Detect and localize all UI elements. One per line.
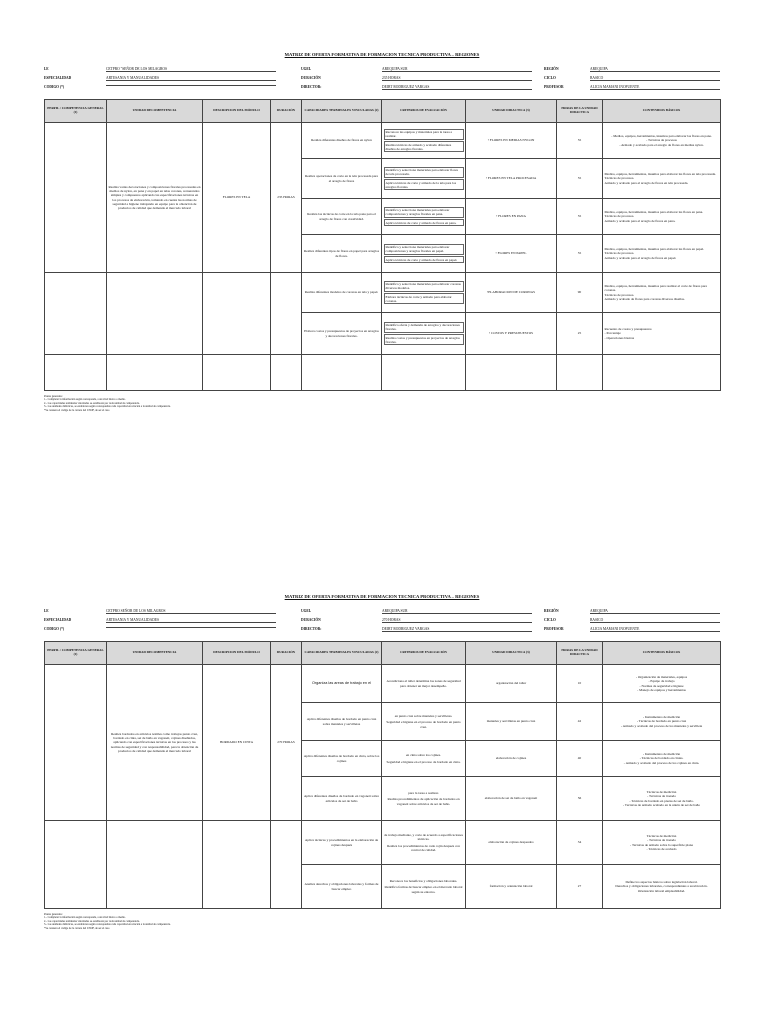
col-header: UNIDAD DECOMPETENCIA bbox=[107, 642, 203, 665]
document-title: MATRIZ DE OFERTA FORMATIVA DE FORMACION TECNICA PRODUCTIVA – REGIONES bbox=[284, 52, 480, 57]
unidad-didactica-cell: elaboración de set de baño en vagonett bbox=[466, 777, 557, 821]
duracion-cell bbox=[271, 821, 302, 909]
table-header-row bbox=[45, 100, 721, 123]
col-header: UNIDAD DIDACTICA (3) bbox=[466, 100, 557, 123]
perfil-cell bbox=[45, 273, 107, 355]
contenidos-cell: - Medios, equipos, herramientas, insumos para elaborar las flores en pana. - Técnicas de procesos - Armado y acabado para el arreglo de flores en medias nylon. bbox=[603, 123, 721, 159]
capacidad-cell: Realiza diferentes diseños de flores en nylon bbox=[302, 123, 382, 159]
horas-cell: 55 bbox=[557, 199, 603, 235]
horas-cell: 55 bbox=[557, 123, 603, 159]
col-header: DURACIÓN bbox=[271, 642, 302, 665]
ugel-value: AREQUIPA SUR bbox=[382, 67, 532, 72]
unidad-competencia-cell: Realiza bordados en artículos textiles como trabajos punto cruz, bordado en cinta, set de baño en vagonett, cojines diseñados, aplicando con especificaciones técnicas en los procesos y las normas de seguridad y con responsabilidad, para la obtención de productos de calidad que demanda el mercado laboral bbox=[107, 665, 203, 821]
perfil-cell bbox=[45, 665, 107, 821]
unidad-competencia-cell: Realiza varias decoraciones y composiciones florales procesadas en medios de nylon, en pana y en papel en telas coronas, recuerendos simples y compuestos aplicando las especificaciones técnicas en los procesos de elaboración, tomando en cuenta las normas de seguridad e higiene trabajando en equipo para la obtención de productos de calidad que demanda el mercado laboral bbox=[107, 123, 203, 273]
note-line: 3.- Las unidades didácticas, se establecen según correspondan cada capacidad en relación a la unidad de competencia. bbox=[44, 405, 171, 409]
perfil-cell bbox=[45, 123, 107, 273]
horas-cell: 10 bbox=[557, 665, 603, 703]
note-line: 1.- Completar la información según corresponda, a un nivel básico o medio. bbox=[44, 916, 126, 920]
document-title: MATRIZ DE OFERTA FORMATIVA DE FORMACION TECNICA PRODUCTIVA – REGIONES bbox=[284, 594, 480, 599]
note-line: Pautas generales: bbox=[44, 395, 63, 398]
capacidad-cell: Organiza las areas de trabajo en el bbox=[302, 665, 382, 703]
especialidad-label: ESPECIALIDAD bbox=[44, 618, 72, 622]
capacidad-cell: Realiza diferentes tipos de flores en papel para arreglos de flores. bbox=[302, 235, 382, 273]
ie-label: I.E bbox=[44, 609, 49, 613]
unidad-competencia-cell bbox=[107, 273, 203, 355]
unidad-didactica-cell: •ELABORACION DE CORONAS bbox=[466, 273, 557, 313]
capacidad-cell: Aplica diferentes diseños de bordado en vagonett sobre artículos de set de baño bbox=[302, 777, 382, 821]
table-row bbox=[45, 355, 721, 391]
matrix-document-1 bbox=[44, 52, 720, 412]
unidad-didactica-cell: organización del taller bbox=[466, 665, 557, 703]
criterios-cell: Identifica y selecciona materiales para elaborar flores de tela procesada. Aplica técnicas de corte y armado de la tela para los arreglos florales. bbox=[382, 159, 466, 199]
ciclo-value: BASICO bbox=[590, 618, 720, 623]
duracion-value: 235 HORAS bbox=[382, 76, 532, 81]
criterios-cell: en cinta sobre los cojines. Seguridad e higiene en el proceso de bordado en cinta. bbox=[382, 741, 466, 777]
contenidos-cell: Medios, equipos, herramientas, insumos para elaborar las flores en pana. Técnicas de procesos. Armado y acabado para el arreglo de flores en pana. bbox=[603, 199, 721, 235]
director-label: DIRECTOR: bbox=[301, 85, 322, 89]
horas-cell: 55 bbox=[557, 159, 603, 199]
horas-cell: 90 bbox=[557, 273, 603, 313]
capacidad-cell: Realiza diferentes modelos de coronas en tela y papel. bbox=[302, 273, 382, 313]
unidad-didactica-cell: elaboración de cojines bbox=[466, 741, 557, 777]
especialidad-label: ESPECIALIDAD bbox=[44, 76, 72, 80]
notes bbox=[44, 913, 720, 930]
capacidad-cell: Analiza derechos y obligaciones laborales y formas de buscar empleo bbox=[302, 865, 382, 909]
document-header bbox=[44, 609, 720, 635]
note-line: *Se consiera el código de la carrera del CNOF, de ser el caso bbox=[44, 926, 110, 930]
competency-table bbox=[44, 641, 721, 909]
codigo-label: CODIGO (*) bbox=[44, 85, 65, 89]
ugel-value: AREQUIPA SUR bbox=[382, 609, 532, 614]
col-header: CAPACIDADES TERMINALES VINCULADAS (2) bbox=[302, 100, 382, 123]
ciclo-value: BASICO bbox=[590, 76, 720, 81]
table-row bbox=[45, 123, 721, 159]
table-row bbox=[45, 273, 721, 313]
table-row bbox=[45, 821, 721, 865]
director-value: DEIBT RODRIGUEZ VARGAS bbox=[382, 85, 532, 90]
criterios-cell: Identifica y selecciona materiales para elaborar composiciones y arreglos florales en pana. Aplica técnicas de corte y armado de flores en pana. bbox=[382, 199, 466, 235]
capacidad-cell: Aplica diferentes diseños de bordado en cinta, sobre los cojines bbox=[302, 741, 382, 777]
col-header: CONTENIDOS BÁSICOS bbox=[603, 642, 721, 665]
criterios-cell: para la tarea a realizar. Realiza procedimientos de aplicación de bordados en vagonett sobre artículos de set de baño. bbox=[382, 777, 466, 821]
unidad-didactica-cell: • FLORES EN PAPEL bbox=[466, 235, 557, 273]
col-header: PERFIL / COMPETENCIA GENERAL (1) bbox=[45, 642, 107, 665]
profesor-label: PROFESOR bbox=[544, 85, 564, 89]
codigo-label: CODIGO (*) bbox=[44, 627, 65, 631]
ugel-label: UGEL bbox=[301, 609, 312, 613]
ugel-label: UGEL bbox=[301, 67, 312, 71]
table-header-row bbox=[45, 642, 721, 665]
capacidad-cell: Realiza las técnicas de corte en la tela pana para el arreglo de flores con creatividad. bbox=[302, 199, 382, 235]
col-header: CRITERIOS DE EVALUACIÓN bbox=[382, 642, 466, 665]
notes bbox=[44, 395, 720, 412]
contenidos-cell: Medios, equipos, herramientas, insumos para elaborar las flores en papel. Técnicas de procesos. Armado y acabado para el arreglo de flores en papel. bbox=[603, 235, 721, 273]
criterios-cell: Reconoce los beneficios y obligaciones laborales. Identifica formas de buscar empleo en el mercado laboral según su entorno. bbox=[382, 865, 466, 909]
duracion-value: 270 HORAS bbox=[382, 618, 532, 623]
ie-value: CETPRO SEÑOR DE LOS MILAGROS bbox=[106, 609, 276, 614]
criterios-cell: Acondiciona el taller determina las zonas de seguridad para obtener un mejor desempeño. bbox=[382, 665, 466, 703]
duracion-label: DURACIÓN bbox=[301, 618, 321, 622]
profesor-value: ALICIA MAMANI INOFUENTE bbox=[590, 627, 720, 632]
horas-cell: 25 bbox=[557, 313, 603, 355]
capacidad-cell: Aplica técnicas y procedimientos en la elaboración de cojines después bbox=[302, 821, 382, 865]
region-value: AREQUIPA bbox=[590, 67, 720, 72]
contenidos-cell: - Instrumentos de medición - Técnicas de bordado en cintas. - Armado y acabado del proceso de los cojines en cinta. bbox=[603, 741, 721, 777]
col-header: DURACIÓN bbox=[271, 100, 302, 123]
duracion-label: DURACIÓN bbox=[301, 76, 321, 80]
ciclo-label: CICLO bbox=[544, 618, 556, 622]
col-header: DESCRIPCION DEL MÓDULO bbox=[203, 100, 271, 123]
contenidos-cell: Medios, equipos, herramientas, insumos para elaborar las flores en tela procesada. Técnicas de procesos. Armado y acabado para el arreglo de flores en tela procesada. bbox=[603, 159, 721, 199]
col-header: UNIDAD DIDACTICA (3) bbox=[466, 642, 557, 665]
capacidad-cell: Elabora costos y presupuestos de proyectos en arreglos y decoraciones florales. bbox=[302, 313, 382, 355]
col-header: HORAS DE LA UNIDAD DIDACTICA bbox=[557, 100, 603, 123]
note-line: 2.- Las capacidades terminales vinculadas se establecen por cada unidad de competencia. bbox=[44, 919, 140, 923]
profesor-label: PROFESOR bbox=[544, 627, 564, 631]
contenidos-cell: - Organización de materiales, equipos - Equipo de trabajo - Normas de seguridad e higiene - Manejo de equipos y herramientas bbox=[603, 665, 721, 703]
col-header: PERFIL / COMPETENCIA GENERAL (1) bbox=[45, 100, 107, 123]
contenidos-cell: Define los aspectos básicos sobre legislación laboral. Derechos y obligaciones laborales, correspondientes a su ubicación. Orientación laboral empleabilidad. bbox=[603, 865, 721, 909]
note-line: *Se consiera el código de la carrera del CNOF, de ser el caso bbox=[44, 408, 110, 412]
contenidos-cell: Recuento de costos y presupuestos - Porcentaje - Operaciones básicas bbox=[603, 313, 721, 355]
criterios-cell: en punto cruz sobre manteles y servilletas. Seguridad e higiene en el proceso de bordado en punto cruz. bbox=[382, 703, 466, 741]
director-label: DIRECTOR: bbox=[301, 627, 322, 631]
unidad-didactica-cell: formación y orientación laboral bbox=[466, 865, 557, 909]
matrix-document-2 bbox=[44, 594, 720, 930]
table-row bbox=[45, 665, 721, 703]
col-header: DESCRIPCION DEL MÓDULO bbox=[203, 642, 271, 665]
horas-cell: 55 bbox=[557, 235, 603, 273]
ie-label: I.E bbox=[44, 67, 49, 71]
unidad-competencia-cell bbox=[107, 821, 203, 909]
duracion-cell bbox=[271, 273, 302, 355]
col-header: CAPACIDADES TERMINALES VINCULADAS (2) bbox=[302, 642, 382, 665]
especialidad-value: ARTESANIA Y MANUALIDADES bbox=[106, 618, 276, 623]
duracion-cell: 235 HORAS bbox=[271, 123, 302, 273]
region-label: REGIÓN bbox=[544, 609, 559, 613]
perfil-cell bbox=[45, 821, 107, 909]
especialidad-value: ARTESANIA Y MANUALIDADES bbox=[106, 76, 276, 81]
note-line: 2.- Las capacidades terminales vinculadas se establecen por cada unidad de competencia. bbox=[44, 401, 140, 405]
codigo-value bbox=[106, 85, 276, 86]
unidad-didactica-cell: • FLORES EN MEDIAS NYLON bbox=[466, 123, 557, 159]
unidad-didactica-cell: • FLORES EN TELA PROCESADA bbox=[466, 159, 557, 199]
col-header: CONTENIDOS BÁSICOS bbox=[603, 100, 721, 123]
ciclo-label: CICLO bbox=[544, 76, 556, 80]
horas-cell: 40 bbox=[557, 741, 603, 777]
document-header bbox=[44, 67, 720, 93]
contenidos-cell: - Instrumentos de medición - Técnicas de bordado en punto cruz - Armado y acabado del proceso de los manteles y servilleta bbox=[603, 703, 721, 741]
horas-cell: 34 bbox=[557, 821, 603, 865]
note-line: 3.- Las unidades didácticas, se establecen según correspondan cada capacidad en relación a la unidad de competencia. bbox=[44, 923, 171, 927]
modulo-cell: FLORES EN TELA bbox=[203, 123, 271, 273]
region-value: AREQUIPA bbox=[590, 609, 720, 614]
unidad-didactica-cell: • COSTOS Y PRESUPUESTOS bbox=[466, 313, 557, 355]
horas-cell: 42 bbox=[557, 703, 603, 741]
col-header: CRITERIOS DE EVALUACIÓN bbox=[382, 100, 466, 123]
note-line: 1.- Completar la información según corresponda, a un nivel básico o medio. bbox=[44, 398, 126, 402]
criterios-cell: Identifica y selecciona materiales para elaborar coronas diversos modelos. Elabora técnicas de corte y armado para elaborar coronas. bbox=[382, 273, 466, 313]
competency-table bbox=[44, 99, 721, 391]
criterios-cell: Identifica y selecciona materiales para elaborar composiciones y arreglos florales en papel. Aplica técnicas de corte y armado de flores en papel. bbox=[382, 235, 466, 273]
contenidos-cell: Técnicas de medición - Técnicas de trazado - Técnicas de bordado en piezas de set de baño. - Técnicas de armado acabado en la unión de set de baño bbox=[603, 777, 721, 821]
criterios-cell: de trabajo mediante, y corte de acuerdo a especificaciones técnicas. Realiza los procedimientos de cada cojin después con control de calidad. bbox=[382, 821, 466, 865]
director-value: DEIBT RODRIGUEZ VARGAS bbox=[382, 627, 532, 632]
ie-value: CETPRO "SEÑOR DE LOS MILAGROS bbox=[106, 67, 276, 72]
modulo-cell: BORDADO EN CINTA bbox=[203, 665, 271, 821]
unidad-didactica-cell: manteles y servilletas en punto cruz bbox=[466, 703, 557, 741]
modulo-cell bbox=[203, 821, 271, 909]
contenidos-cell: Técnicas de medición - Técnicas de trazado - Técnicas de armado sobre la superficie plana - Técnicas de acabado bbox=[603, 821, 721, 865]
horas-cell: 56 bbox=[557, 777, 603, 821]
codigo-value bbox=[106, 627, 276, 628]
duracion-cell: 270 HORAS bbox=[271, 665, 302, 821]
col-header: UNIDAD DECOMPETENCIA bbox=[107, 100, 203, 123]
criterios-cell: Identifica oferta y demanda de arreglos y decoraciones florales. Realiza costos y presupuestos en proyectos de arreglos florales. bbox=[382, 313, 466, 355]
unidad-didactica-cell: elaboración de cojines despeados bbox=[466, 821, 557, 865]
horas-cell: 27 bbox=[557, 865, 603, 909]
contenidos-cell: Medios, equipos, herramientas, insumos para realizar el corte de flores para coronas. Técnicas de procesos. Armado y acabado de flores para coronas diversos diseños. bbox=[603, 273, 721, 313]
modulo-cell bbox=[203, 273, 271, 355]
note-line: Pautas generales: bbox=[44, 913, 63, 916]
region-label: REGIÓN bbox=[544, 67, 559, 71]
profesor-value: ALICIA MAMANI INOFUENTE bbox=[590, 85, 720, 90]
unidad-didactica-cell: • FLORES EN PANA bbox=[466, 199, 557, 235]
criterios-cell: Reconoce las equipos y materiales para la tarea a realizar. Realiza técnicas de armado y acabado diferentes diseños de arreglos florales. bbox=[382, 123, 466, 159]
col-header: HORAS DE LA UNIDAD DIDACTICA bbox=[557, 642, 603, 665]
capacidad-cell: Aplica diferentes diseños de bordado en punto cruz sobre manteles y servilletas bbox=[302, 703, 382, 741]
capacidad-cell: Realiza operaciones de corte en la tela procesada para el arreglo de flores bbox=[302, 159, 382, 199]
